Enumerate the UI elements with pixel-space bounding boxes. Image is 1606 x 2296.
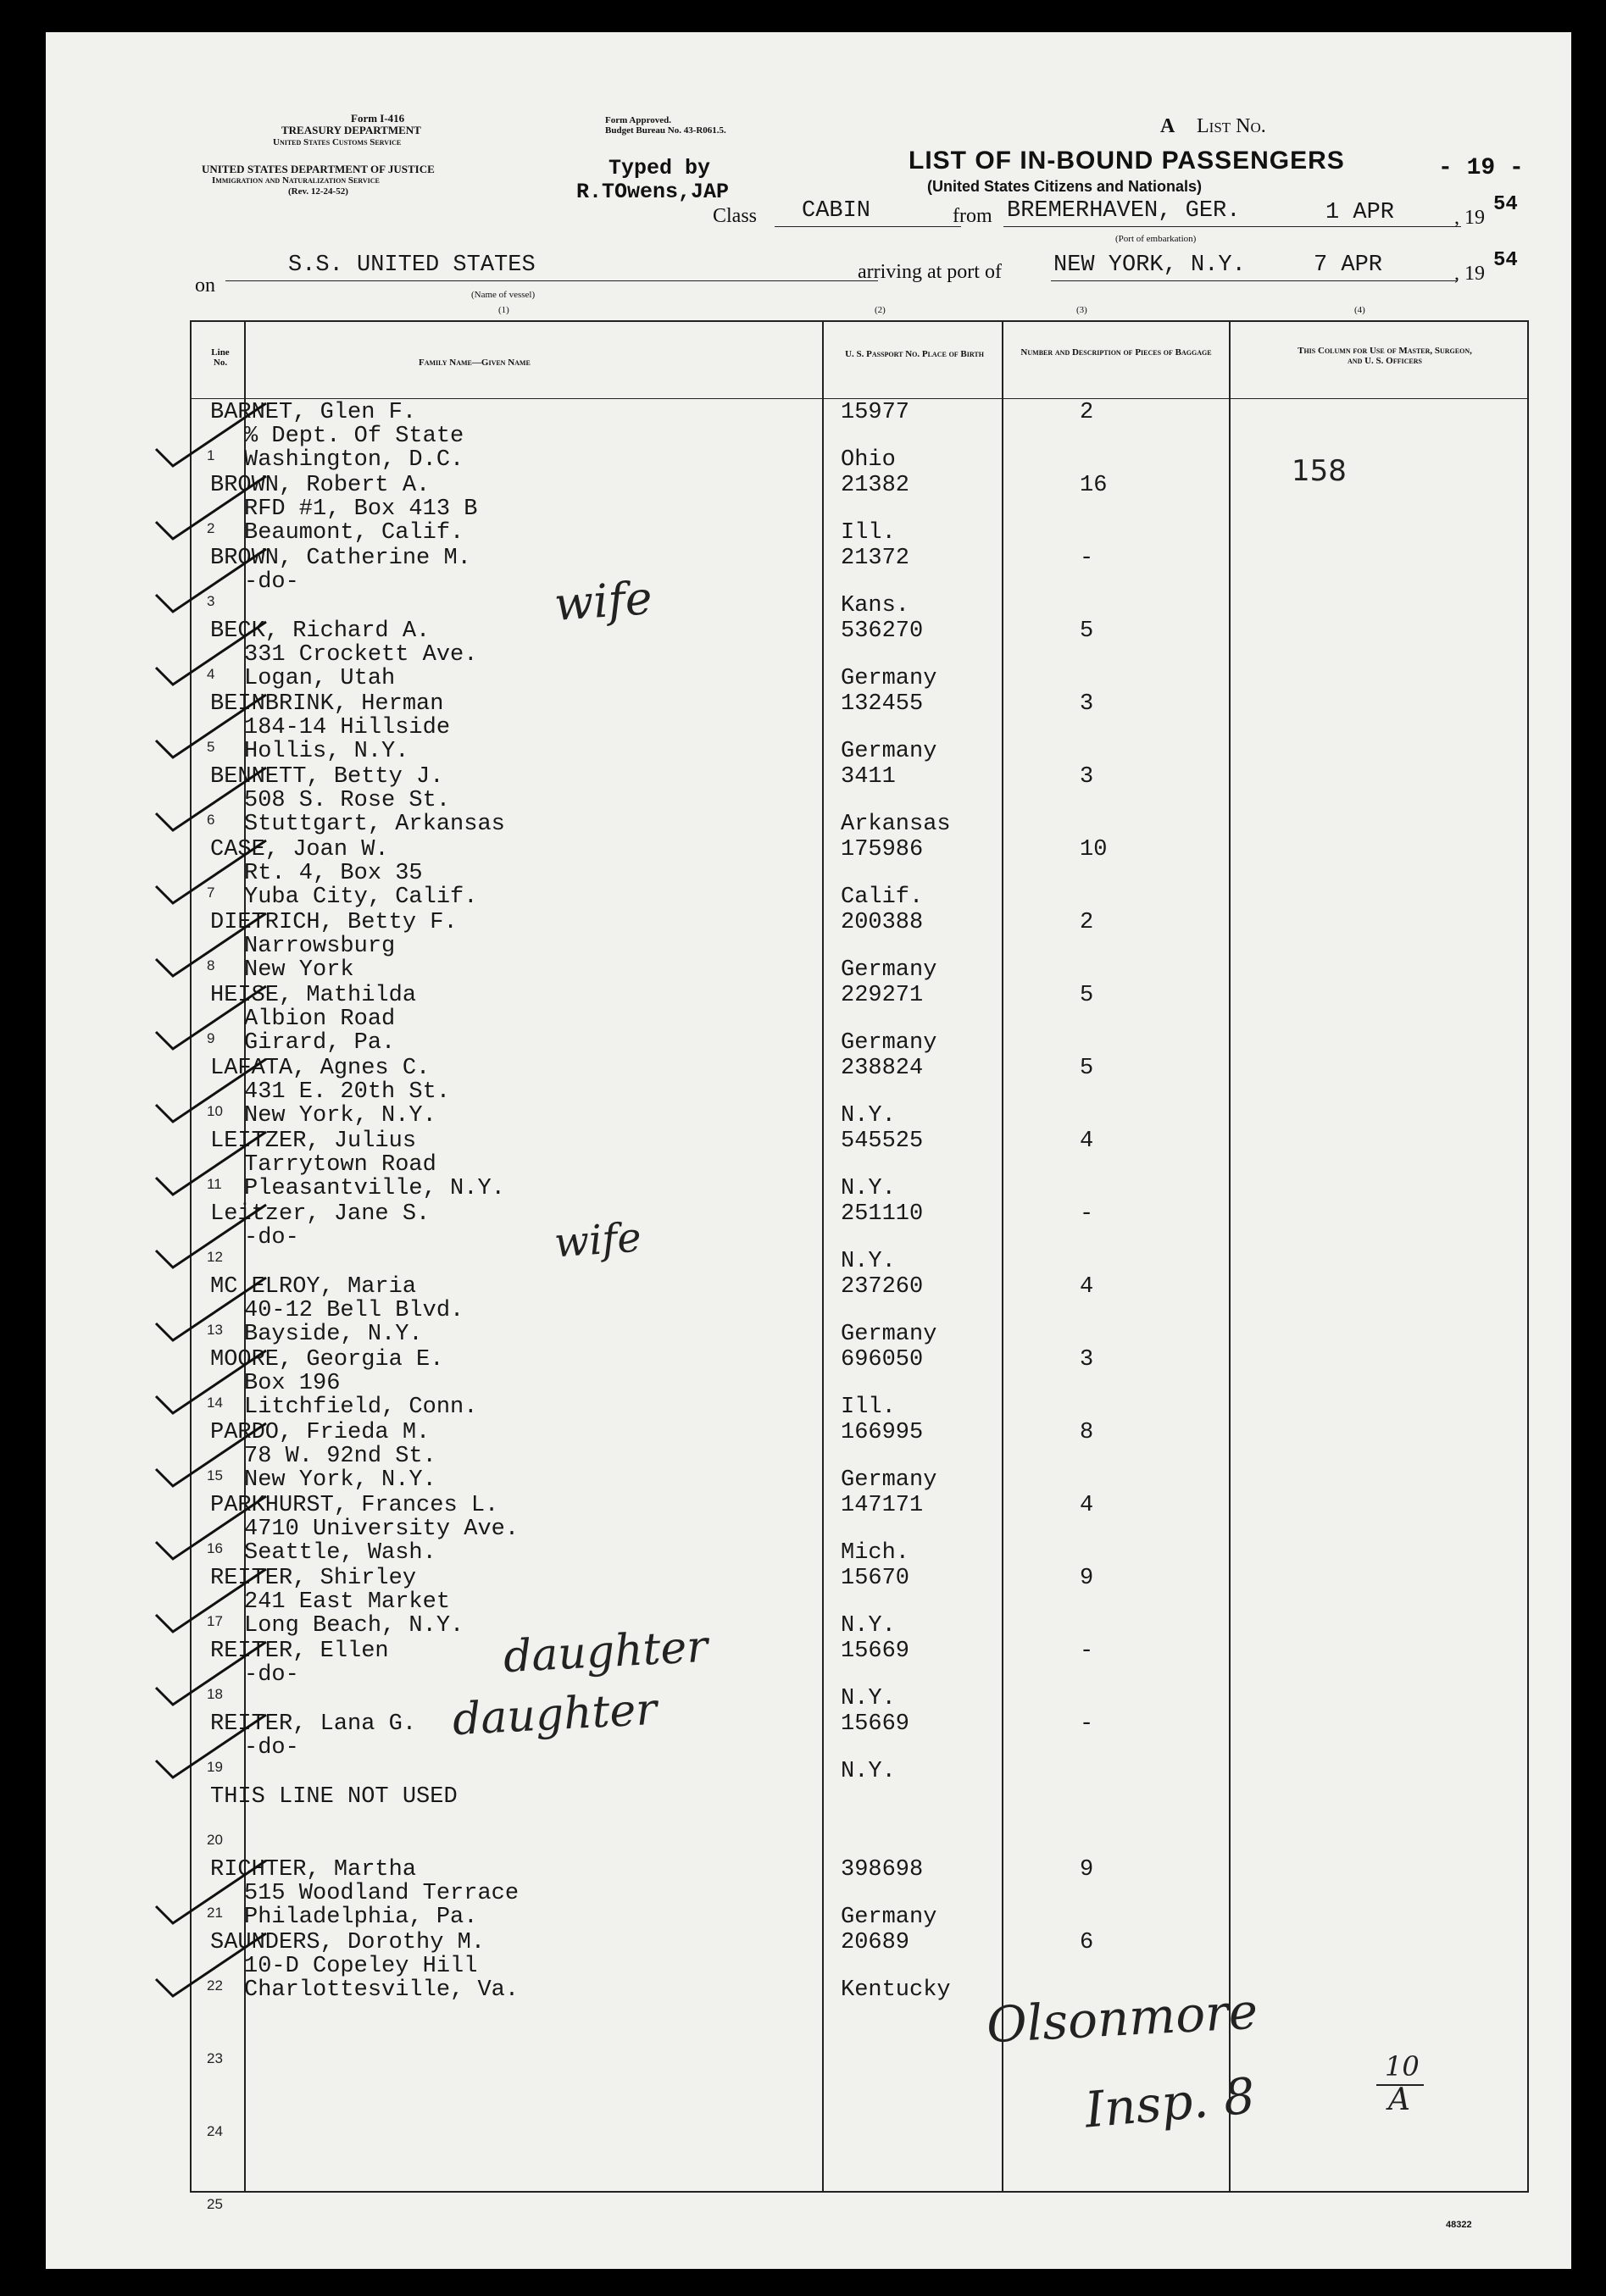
place-of-birth: Ohio xyxy=(841,447,896,473)
passenger-name: PARDO, Frieda M. xyxy=(210,1420,431,1445)
from-date: 1 APR xyxy=(1325,200,1395,225)
line-number: 13 xyxy=(207,1322,223,1338)
from-label: from xyxy=(953,205,992,227)
check-mark xyxy=(156,1496,266,1559)
passenger-address-2: Pleasantville, N.Y. xyxy=(244,1176,505,1201)
baggage-count: 2 xyxy=(1080,910,1094,935)
line-number: 16 xyxy=(207,1540,223,1556)
list-label: List No. xyxy=(1197,115,1266,137)
check-mark xyxy=(156,986,266,1049)
passenger-address-1: Tarrytown Road xyxy=(244,1152,436,1178)
vessel-name: S.S. UNITED STATES xyxy=(288,252,536,278)
check-mark xyxy=(156,840,266,903)
line-number: 19 xyxy=(207,1759,223,1775)
year-prefix-2: , 19 xyxy=(1454,263,1485,285)
passport-number: 132455 xyxy=(841,691,924,717)
passenger-name: PARKHURST, Frances L. xyxy=(210,1493,499,1518)
passenger-address-2: Bayside, N.Y. xyxy=(244,1322,423,1347)
line-number: 4 xyxy=(207,666,215,682)
passenger-address-2: Girard, Pa. xyxy=(244,1030,396,1056)
check-mark xyxy=(156,695,266,757)
check-marks xyxy=(46,32,1571,2269)
passport-number: 237260 xyxy=(841,1274,924,1300)
line-number: 15 xyxy=(207,1467,223,1484)
place-of-birth: Germany xyxy=(841,1030,937,1056)
passenger-name: BROWN, Robert A. xyxy=(210,473,431,498)
place-of-birth: N.Y. xyxy=(841,1613,896,1639)
on-label: on xyxy=(195,275,215,297)
passport-number: 21372 xyxy=(841,546,910,571)
baggage-count: - xyxy=(1080,1711,1094,1737)
passenger-address-2: Stuttgart, Arkansas xyxy=(244,812,505,837)
justice-dept: UNITED STATES DEPARTMENT OF JUSTICE xyxy=(202,163,435,175)
place-of-birth: Arkansas xyxy=(841,812,951,837)
passenger-address-2: Philadelphia, Pa. xyxy=(244,1905,478,1930)
typed-by-value: R.TOwens,JAP xyxy=(576,180,730,204)
wife-handwriting: wife xyxy=(552,571,654,631)
passenger-address-2: Charlottesville, Va. xyxy=(244,1977,520,2003)
place-of-birth: Germany xyxy=(841,957,937,983)
passenger-name: BROWN, Catherine M. xyxy=(210,546,471,571)
check-mark xyxy=(156,403,266,466)
passenger-address-2: New York, N.Y. xyxy=(244,1103,436,1129)
line-number: 2 xyxy=(207,520,215,536)
passenger-address-1: -do- xyxy=(244,1225,299,1251)
passenger-address-1: % Dept. Of State xyxy=(244,424,464,449)
passenger-name: REITER, Shirley xyxy=(210,1566,417,1591)
baggage-count: 16 xyxy=(1080,473,1108,498)
vessel-caption: (Name of vessel) xyxy=(471,290,536,300)
passenger-name: BECK, Richard A. xyxy=(210,618,431,644)
line-number: 6 xyxy=(207,812,215,828)
baggage-count: 8 xyxy=(1080,1420,1094,1445)
place-of-birth: Germany xyxy=(841,1322,937,1347)
passenger-address-1: 241 East Market xyxy=(244,1589,451,1615)
line-number: 8 xyxy=(207,957,215,973)
line-number: 3 xyxy=(207,593,215,609)
passenger-name: DIETRICH, Betty F. xyxy=(210,910,458,935)
check-mark xyxy=(156,1278,266,1340)
passenger-name: RICHTER, Martha xyxy=(210,1857,417,1883)
passenger-address-2: Yuba City, Calif. xyxy=(244,885,478,910)
passenger-address-2: New York, N.Y. xyxy=(244,1467,436,1493)
col-num-1: (1) xyxy=(498,305,509,315)
baggage-count: 3 xyxy=(1080,691,1094,717)
line-number: 7 xyxy=(207,885,215,901)
budget-bureau: Budget Bureau No. 43-R061.5. xyxy=(605,125,726,136)
passport-number: 175986 xyxy=(841,837,924,862)
class-value: CABIN xyxy=(802,198,871,224)
typed-by-label: Typed by xyxy=(609,156,711,180)
passenger-name: BENNETT, Betty J. xyxy=(210,764,444,790)
baggage-count: 5 xyxy=(1080,983,1094,1008)
passenger-name: SAUNDERS, Dorothy M. xyxy=(210,1930,486,1955)
place-of-birth: Ill. xyxy=(841,1395,896,1420)
passport-number: 166995 xyxy=(841,1420,924,1445)
customs-service: United States Customs Service xyxy=(273,137,402,147)
passenger-address-2: Logan, Utah xyxy=(244,666,396,691)
place-of-birth: N.Y. xyxy=(841,1103,896,1129)
passenger-address-1: 331 Crockett Ave. xyxy=(244,642,478,668)
passenger-name: BARNET, Glen F. xyxy=(210,400,417,425)
passport-number: 15669 xyxy=(841,1639,910,1664)
fraction-top: 10 xyxy=(1385,2050,1420,2082)
line-number: 20 xyxy=(207,1832,223,1848)
passport-number: 229271 xyxy=(841,983,924,1008)
passenger-name: Leitzer, Jane S. xyxy=(210,1201,431,1227)
passenger-address-1: Narrowsburg xyxy=(244,934,396,959)
year-prefix-1: , 19 xyxy=(1454,207,1485,229)
list-number: - 19 - xyxy=(1438,155,1524,181)
passenger-address-1: 78 W. 92nd St. xyxy=(244,1444,436,1469)
year-suffix-1: 54 xyxy=(1493,193,1518,216)
baggage-count: 10 xyxy=(1080,837,1108,862)
baggage-count: 4 xyxy=(1080,1493,1094,1518)
form-revision: (Rev. 12-24-52) xyxy=(288,186,348,197)
line-number: 1 xyxy=(207,447,215,463)
place-of-birth: Germany xyxy=(841,1467,937,1493)
passenger-name: CASE, Joan W. xyxy=(210,837,389,862)
baggage-count: 9 xyxy=(1080,1566,1094,1591)
place-of-birth: N.Y. xyxy=(841,1686,896,1711)
passenger-name: MOORE, Georgia E. xyxy=(210,1347,444,1373)
passenger-name: LAFATA, Agnes C. xyxy=(210,1056,431,1081)
arrival-port: NEW YORK, N.Y. xyxy=(1053,252,1246,278)
class-label: Class xyxy=(713,205,758,227)
passport-number: 15977 xyxy=(841,400,910,425)
year-suffix-2: 54 xyxy=(1493,249,1518,272)
place-of-birth: Germany xyxy=(841,739,937,764)
place-of-birth: Kans. xyxy=(841,593,910,618)
check-mark xyxy=(156,1205,266,1267)
fraction-bottom: A xyxy=(1388,2082,1410,2117)
passenger-name: REITER, Ellen xyxy=(210,1639,389,1664)
baggage-count: 4 xyxy=(1080,1274,1094,1300)
passenger-address-1: -do- xyxy=(244,1662,299,1688)
header-name: Family Name—Given Name xyxy=(419,358,531,368)
passport-number: 3411 xyxy=(841,764,896,790)
passport-number: 398698 xyxy=(841,1857,924,1883)
passenger-address-2: Seattle, Wash. xyxy=(244,1540,436,1566)
check-mark xyxy=(156,1715,266,1777)
check-mark xyxy=(156,1132,266,1195)
check-mark xyxy=(156,476,266,539)
list-prefix: A xyxy=(1160,115,1175,137)
passenger-address-2: Long Beach, N.Y. xyxy=(244,1613,464,1639)
baggage-count: 5 xyxy=(1080,618,1094,644)
inspector-signature: Olsonmore xyxy=(985,1982,1259,2055)
passenger-address-1: -do- xyxy=(244,1735,299,1761)
passenger-address-1: 184-14 Hillside xyxy=(244,715,451,740)
baggage-count: 9 xyxy=(1080,1857,1094,1883)
header-baggage: Number and Description of Pieces of Baggage xyxy=(1020,347,1212,358)
passport-number: 251110 xyxy=(841,1201,924,1227)
passport-number: 200388 xyxy=(841,910,924,935)
passenger-address-2: Beaumont, Calif. xyxy=(244,520,464,546)
baggage-count: 3 xyxy=(1080,1347,1094,1373)
arrival-date: 7 APR xyxy=(1314,252,1383,278)
passport-number: 147171 xyxy=(841,1493,924,1518)
daughter-handwriting: daughter xyxy=(451,1683,659,1746)
col-num-4: (4) xyxy=(1354,305,1365,315)
line-number: 12 xyxy=(207,1249,223,1265)
inspector-initials: Insp. 8 xyxy=(1082,2066,1258,2139)
place-of-birth: Calif. xyxy=(841,885,924,910)
wife-handwriting: wife xyxy=(553,1213,643,1267)
header-passport: U. S. Passport No. Place of Birth xyxy=(845,349,984,359)
check-mark xyxy=(156,1861,266,1923)
place-of-birth: Kentucky xyxy=(841,1977,951,2003)
passport-number: 21382 xyxy=(841,473,910,498)
passenger-address-1: 515 Woodland Terrace xyxy=(244,1881,520,1906)
baggage-count: - xyxy=(1080,546,1094,571)
header-line-no: Line No. xyxy=(211,347,230,368)
passport-number: 20689 xyxy=(841,1930,910,1955)
check-mark xyxy=(156,1423,266,1486)
footer-code: 48322 xyxy=(1446,2220,1472,2230)
daughter-handwriting: daughter xyxy=(502,1621,709,1683)
passenger-name: THIS LINE NOT USED xyxy=(210,1784,458,1810)
line-number: 18 xyxy=(207,1686,223,1702)
check-mark xyxy=(156,1059,266,1122)
passenger-address-1: 4710 University Ave. xyxy=(244,1517,520,1542)
passenger-address-2: Hollis, N.Y. xyxy=(244,739,409,764)
passenger-address-1: Box 196 xyxy=(244,1371,341,1396)
check-mark xyxy=(156,1933,266,1996)
check-mark xyxy=(156,1350,266,1413)
baggage-count: 5 xyxy=(1080,1056,1094,1081)
line-number: 10 xyxy=(207,1103,223,1119)
passenger-address-1: -do- xyxy=(244,569,299,595)
check-mark xyxy=(156,1569,266,1632)
check-mark xyxy=(156,1642,266,1705)
treasury-dept: TREASURY DEPARTMENT xyxy=(281,124,421,136)
passenger-address-2: Washington, D.C. xyxy=(244,447,464,473)
passenger-address-1: Rt. 4, Box 35 xyxy=(244,861,423,886)
form-page xyxy=(46,32,1571,2269)
check-mark xyxy=(156,622,266,685)
passenger-name: REITER, Lana G. xyxy=(210,1711,417,1737)
from-port: BREMERHAVEN, GER. xyxy=(1007,198,1241,224)
form-number: Form I-416 xyxy=(351,112,405,125)
page-title: LIST OF IN-BOUND PASSENGERS xyxy=(909,147,1345,175)
passenger-address-1: Albion Road xyxy=(244,1007,396,1032)
check-mark xyxy=(156,913,266,976)
officer-mark: 158 xyxy=(1292,454,1347,488)
passenger-name: HEISE, Mathilda xyxy=(210,983,417,1008)
ins-service: Immigration and Naturalization Service xyxy=(212,175,380,186)
passport-number: 15670 xyxy=(841,1566,910,1591)
passport-number: 536270 xyxy=(841,618,924,644)
baggage-count: 3 xyxy=(1080,764,1094,790)
page-subtitle: (United States Citizens and Nationals) xyxy=(927,178,1203,195)
line-number: 25 xyxy=(207,2196,223,2212)
line-number: 23 xyxy=(207,2050,223,2066)
baggage-count: 2 xyxy=(1080,400,1094,425)
passenger-address-1: RFD #1, Box 413 B xyxy=(244,496,478,522)
place-of-birth: Ill. xyxy=(841,520,896,546)
passenger-name: MC ELROY, Maria xyxy=(210,1274,417,1300)
passenger-address-2: New York xyxy=(244,957,354,983)
passport-number: 545525 xyxy=(841,1129,924,1154)
baggage-count: 4 xyxy=(1080,1129,1094,1154)
line-number: 17 xyxy=(207,1613,223,1629)
baggage-count: - xyxy=(1080,1201,1094,1227)
passenger-name: LEITZER, Julius xyxy=(210,1129,417,1154)
place-of-birth: N.Y. xyxy=(841,1176,896,1201)
passenger-name: BEINBRINK, Herman xyxy=(210,691,444,717)
place-of-birth: Germany xyxy=(841,1905,937,1930)
passenger-address-1: 10-D Copeley Hill xyxy=(244,1954,478,1979)
baggage-count: 6 xyxy=(1080,1930,1094,1955)
place-of-birth: N.Y. xyxy=(841,1249,896,1274)
line-number: 5 xyxy=(207,739,215,755)
check-mark xyxy=(156,549,266,612)
passport-number: 696050 xyxy=(841,1347,924,1373)
line-number: 22 xyxy=(207,1977,223,1994)
place-of-birth: N.Y. xyxy=(841,1759,896,1784)
passenger-address-1: 40-12 Bell Blvd. xyxy=(244,1298,464,1323)
arriving-label: arriving at port of xyxy=(858,261,1002,283)
form-approved: Form Approved. xyxy=(605,115,672,125)
col-num-2: (2) xyxy=(875,305,886,315)
line-number: 14 xyxy=(207,1395,223,1411)
passport-number: 15669 xyxy=(841,1711,910,1737)
line-number: 21 xyxy=(207,1905,223,1921)
place-of-birth: Mich. xyxy=(841,1540,910,1566)
port-embark-caption: (Port of embarkation) xyxy=(1115,234,1197,244)
passport-number: 238824 xyxy=(841,1056,924,1081)
baggage-count: - xyxy=(1080,1639,1094,1664)
passenger-address-1: 431 E. 20th St. xyxy=(244,1079,451,1105)
passenger-address-2: Litchfield, Conn. xyxy=(244,1395,478,1420)
col-num-3: (3) xyxy=(1076,305,1087,315)
passenger-address-1: 508 S. Rose St. xyxy=(244,788,451,813)
line-number: 24 xyxy=(207,2123,223,2139)
place-of-birth: Germany xyxy=(841,666,937,691)
header-officers: This Column for Use of Master, Surgeon, and U. S. Officers xyxy=(1298,346,1472,366)
check-mark xyxy=(156,768,266,830)
line-number: 11 xyxy=(207,1176,222,1192)
line-number: 9 xyxy=(207,1030,215,1046)
